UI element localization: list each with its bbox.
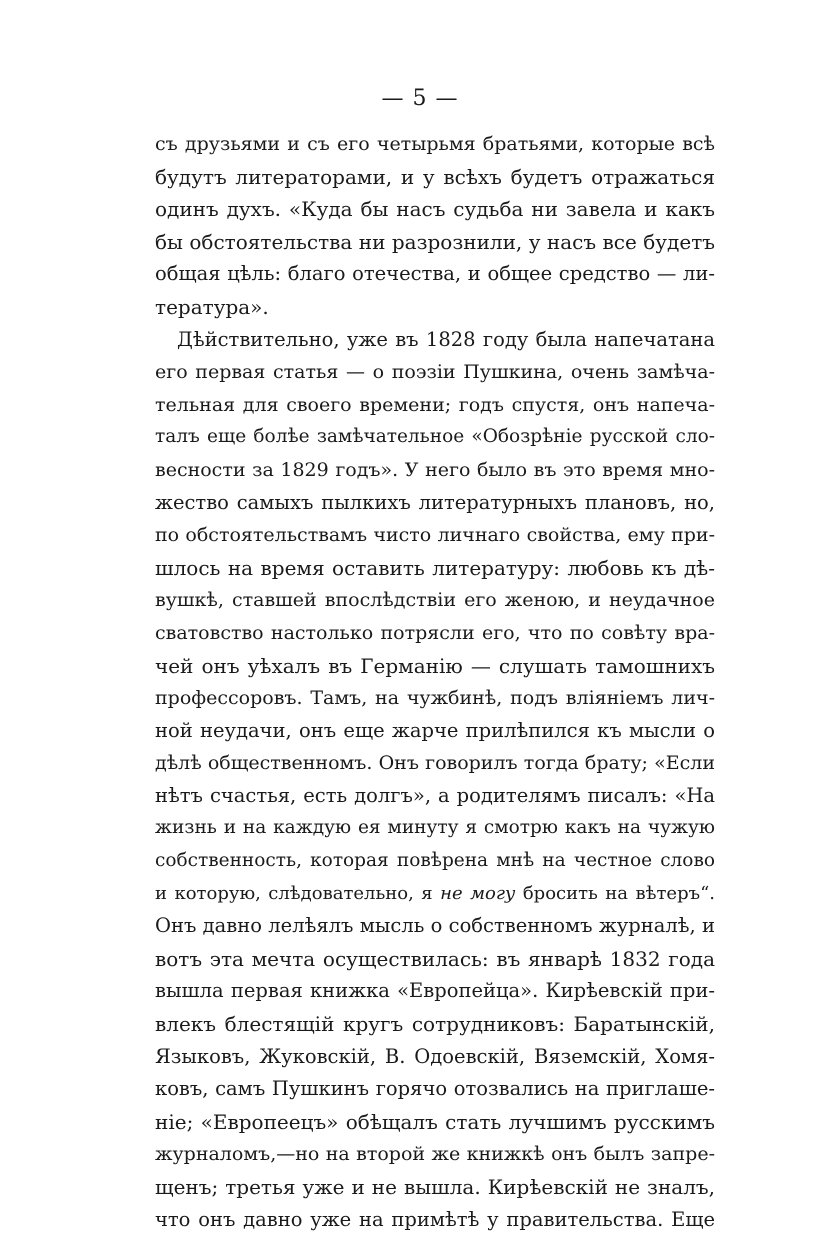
text-line: сватовство настолько потрясли его, что по совѣту вра- (155, 621, 715, 644)
text-line: собственность, которая повѣрена мнѣ на честное слово (155, 850, 715, 872)
text-line: Онъ давно лелѣялъ мысль о собственномъ журналѣ, и (155, 914, 715, 938)
text-line: талъ еще болѣе замѣчательное «Обозрѣніе русской сло- (155, 426, 715, 448)
text-line: общая цѣль: благо отечества, и общее средство — ли- (155, 262, 715, 286)
page-number: — 5 — (381, 86, 459, 111)
text-line: чей онъ уѣхалъ въ Германію — слушать тамошнихъ (155, 653, 715, 678)
text-line: вышла первая книжка «Европейца». Кирѣевскій при- (155, 979, 715, 1003)
text-line: профессоровъ. Тамъ, на чужбинѣ, подъ вліяніемъ лич- (155, 687, 715, 710)
text-fragment: и которую, слѣдовательно, я (155, 882, 433, 904)
text-line: жизнь и на каждую ея минуту я смотрю какъ на чужую (155, 817, 715, 839)
body-text (155, 128, 715, 1236)
text-line: щенъ; третья уже и не вышла. Кирѣевскій не зналъ, (155, 1175, 715, 1199)
text-line: тература». (155, 294, 269, 319)
text-line: дѣлѣ общественномъ. Онъ говорилъ тогда брату; «Если (155, 752, 715, 775)
text-line: влекъ блестящій кругъ сотрудниковъ: Баратынскій, (155, 1012, 715, 1037)
text-line: ковъ, самъ Пушкинъ горячо отозвались на приглаше- (155, 1077, 715, 1101)
text-line: шлось на время оставить литературу: любовь къ дѣ- (155, 555, 715, 580)
text-line-with-emphasis (155, 878, 715, 911)
text-line: ніе; «Европеецъ» обѣщалъ стать лучшимъ русскимъ (155, 1109, 715, 1134)
emphasized-text: не могу (440, 882, 516, 904)
text-line: его первая статья — о поэзіи Пушкина, очень замѣча- (155, 361, 715, 384)
text-line: что онъ давно уже на примѣтѣ у правительства. Еще (155, 1207, 715, 1231)
text-fragment: бросить на вѣтеръ“. (522, 882, 715, 904)
text-line: нѣтъ счастья, есть долгъ», а родителямъ писалъ: «На (155, 783, 715, 807)
text-line: по обстоятельствамъ чисто личнаго свойства, ему при- (155, 524, 715, 547)
text-line: одинъ духъ. «Куда бы насъ судьба ни завела и какъ (155, 197, 715, 222)
text-line: жество самыхъ пылкихъ литературныхъ плановъ, но, (155, 490, 715, 514)
text-line: тельная для своего времени; годъ спустя, онъ напеча- (155, 393, 715, 416)
text-line: Языковъ, Жуковскій, В. Одоевскій, Вяземскій, Хомя- (155, 1044, 715, 1068)
text-line: будутъ литераторами, и у всѣхъ будетъ отражаться (155, 164, 715, 189)
text-line: вушкѣ, ставшей впослѣдствіи его женою, и неудачное (155, 589, 715, 612)
text-line: съ друзьями и съ его четырьмя братьями, которые всѣ (155, 133, 715, 155)
text-line: журналомъ,—но на второй же книжкѣ онъ былъ запре- (155, 1143, 715, 1166)
text-line: весности за 1829 годъ». У него было въ это время мно- (155, 458, 715, 481)
paragraph-start-line: Дѣйствительно, уже въ 1828 году была напечатана (177, 327, 715, 351)
text-line: вотъ эта мечта осуществилась: въ январѣ 1832 года (155, 946, 715, 971)
text-line: ной неудачи, онъ еще жарче прилѣпился къ мысли о (155, 718, 715, 742)
text-line: бы обстоятельства ни разрознили, у насъ все будетъ (155, 229, 715, 254)
